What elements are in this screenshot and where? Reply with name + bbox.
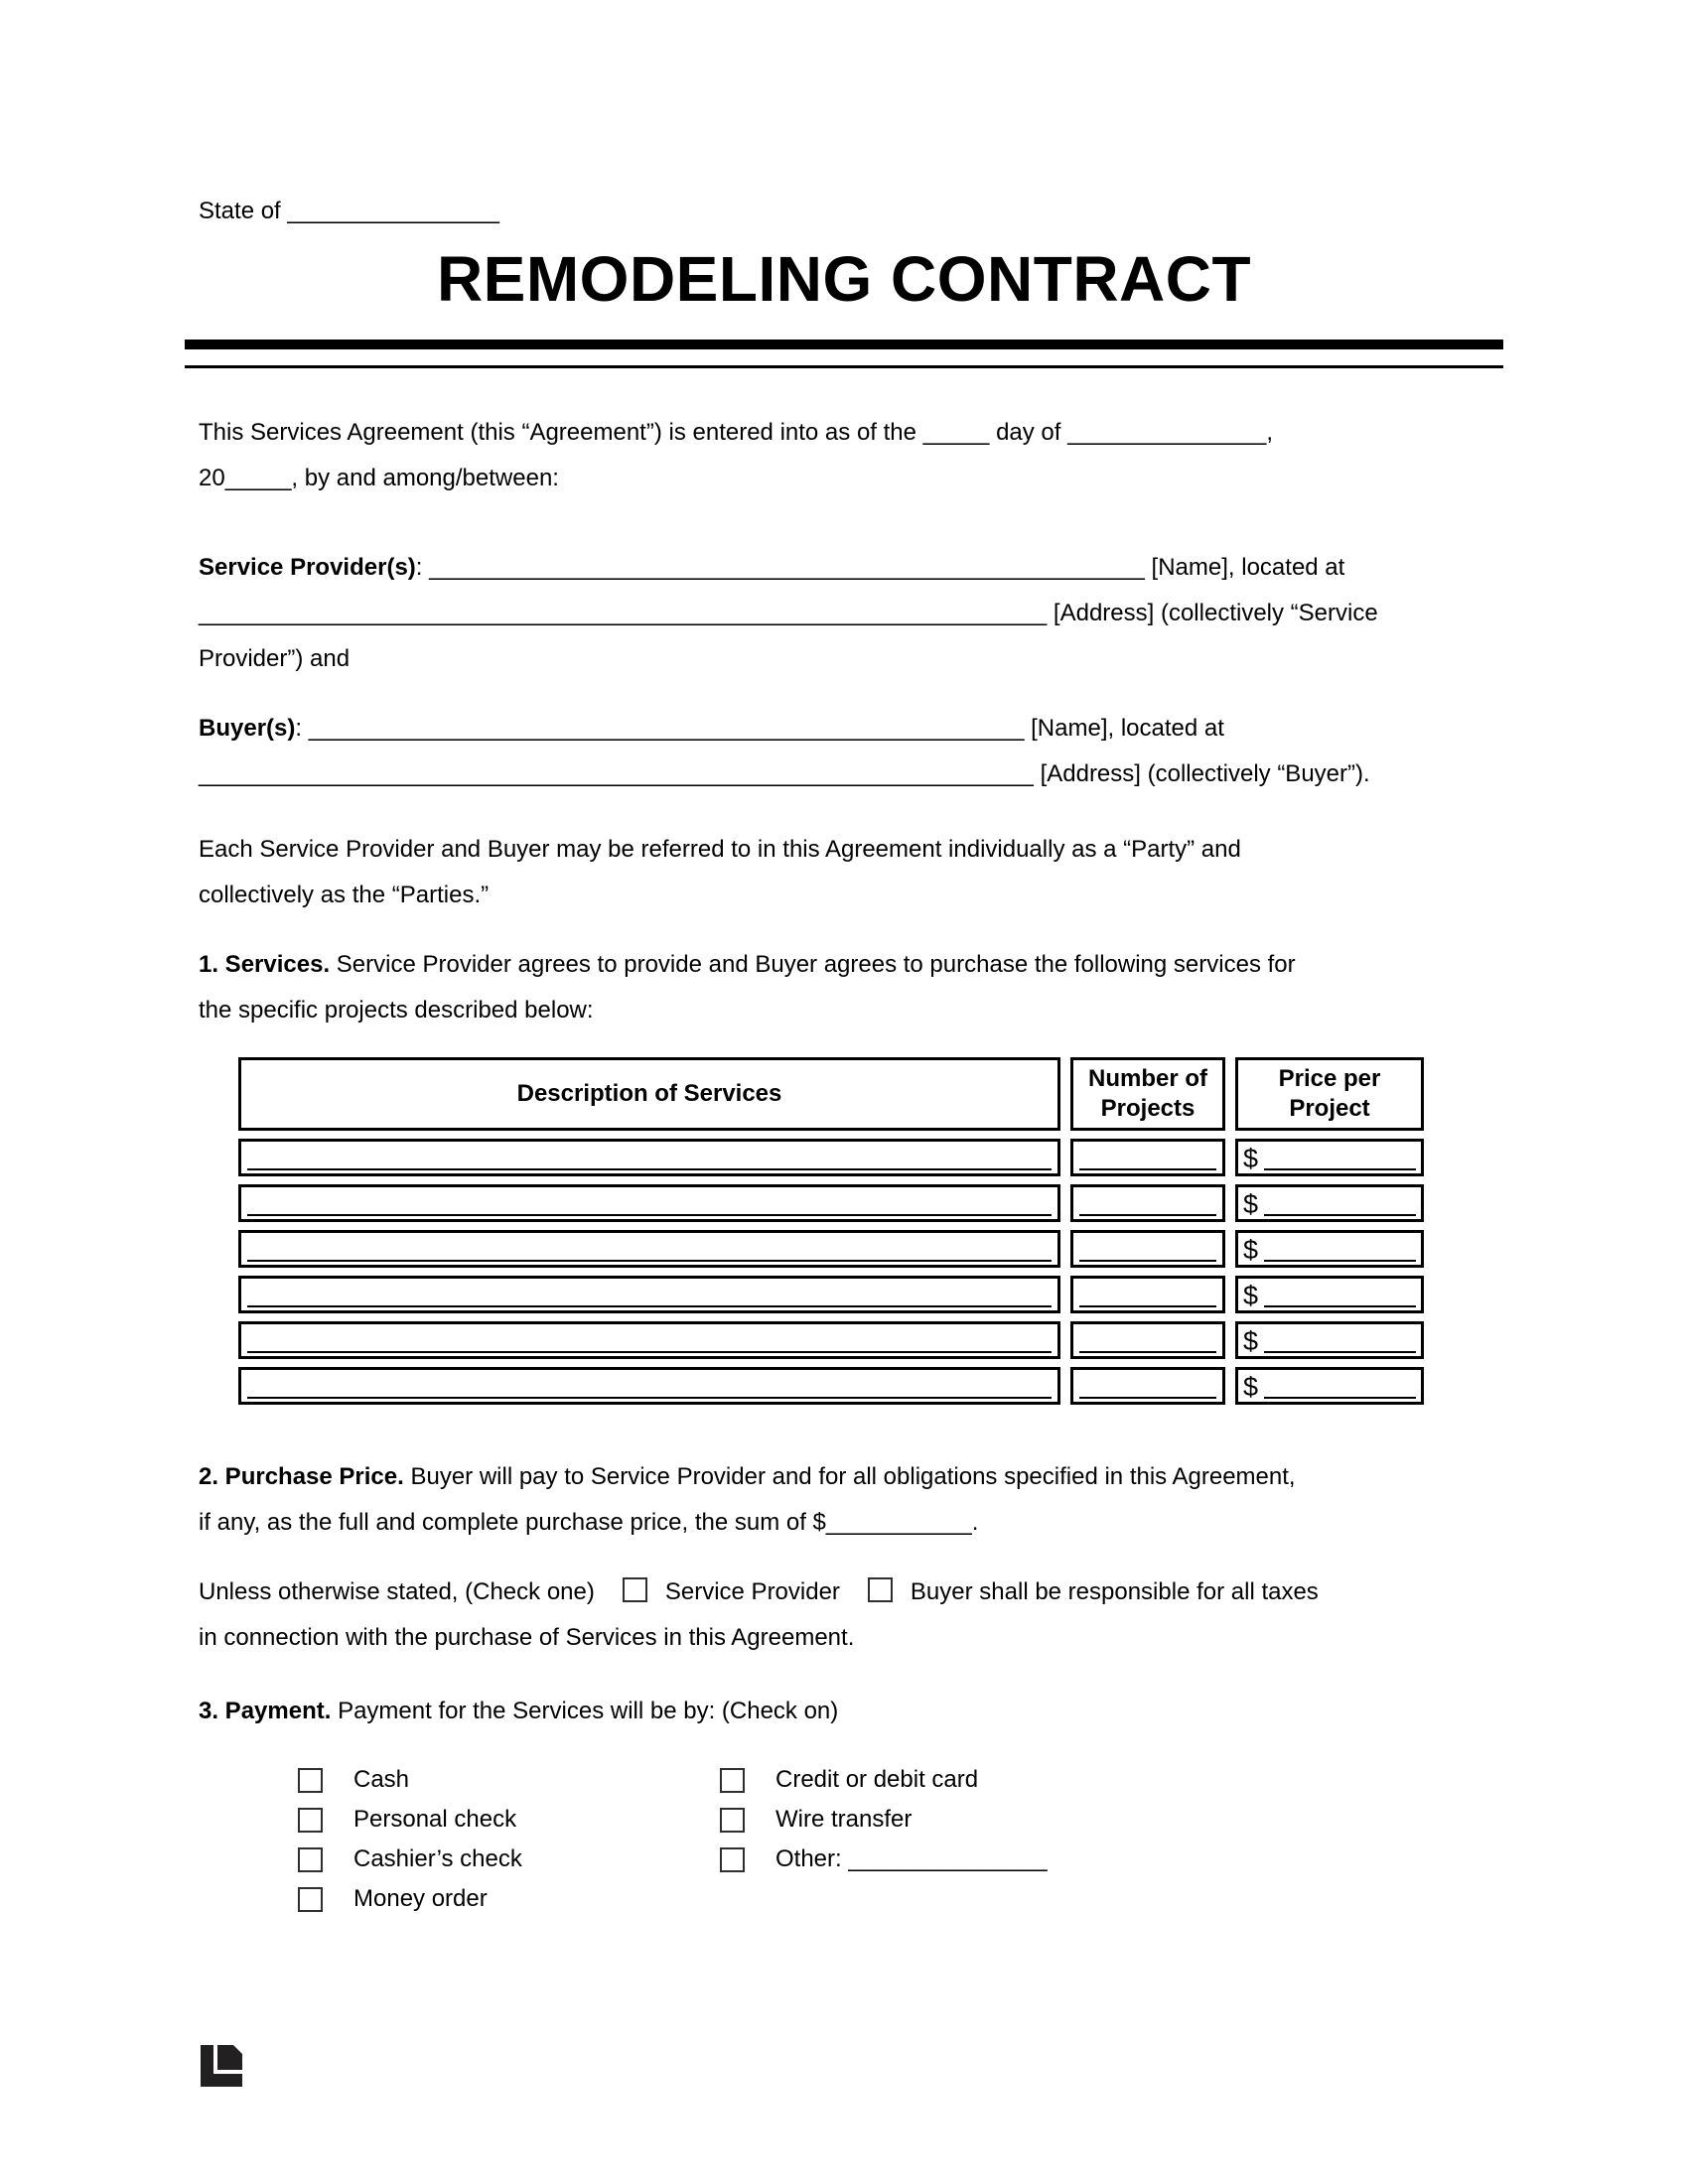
parties-line-2: collectively as the “Parties.” <box>199 882 490 908</box>
description-input-line[interactable] <box>247 1168 1052 1170</box>
tax-line-2: in connection with the purchase of Services in this Agreement. <box>199 1624 855 1651</box>
price-field <box>1235 1321 1424 1359</box>
logo-l-base <box>201 2074 242 2087</box>
dollar-sign: $ <box>1243 1326 1259 1356</box>
price-field <box>1235 1367 1424 1405</box>
description-field <box>238 1184 1060 1222</box>
payment-option <box>298 1879 720 1919</box>
parties-line-1: Each Service Provider and Buyer may be referred to in this Agreement individually as a “Party” and <box>199 836 1241 863</box>
checkbox-wire-transfer[interactable] <box>720 1808 745 1833</box>
payment-option-label: Personal check <box>353 1806 517 1833</box>
price-input-line[interactable] <box>1264 1260 1416 1262</box>
payment-option-label: Credit or debit card <box>775 1766 979 1793</box>
price-input-line[interactable] <box>1264 1397 1416 1399</box>
checkbox-personal-check[interactable] <box>298 1808 323 1833</box>
payment-line-1: 3. Payment. Payment for the Services will be by: (Check on) <box>199 1698 839 1724</box>
purchase-price-heading: 2. Purchase Price. <box>199 1463 404 1490</box>
payment-option-label: Money order <box>353 1885 488 1912</box>
checkbox-money-order[interactable] <box>298 1887 323 1912</box>
price-field <box>1235 1139 1424 1176</box>
table-header-price-per-project: Price per Project <box>1235 1057 1424 1131</box>
payment-option <box>298 1800 720 1840</box>
checkbox-cash[interactable] <box>298 1768 323 1793</box>
description-input-line[interactable] <box>247 1214 1052 1216</box>
services-heading: 1. Services. <box>199 951 331 978</box>
payment-option <box>720 1840 1048 1879</box>
legal-templates-logo <box>201 2045 242 2087</box>
payment-options-left-column <box>298 1760 720 1919</box>
dollar-sign: $ <box>1243 1144 1259 1173</box>
projects-input-line[interactable] <box>1079 1260 1216 1262</box>
description-input-line[interactable] <box>247 1397 1052 1399</box>
description-input-line[interactable] <box>247 1305 1052 1307</box>
description-field <box>238 1276 1060 1313</box>
intro-line-1: This Services Agreement (this “Agreement”) is entered into as of the _____ day of _______________, <box>199 419 1273 446</box>
service-provider-line-2: ________________________________________________________________ [Address] (collectively “Service <box>199 600 1378 626</box>
services-line-1: 1. Services. Service Provider agrees to provide and Buyer agrees to purchase the following services for <box>199 951 1296 978</box>
description-field <box>238 1230 1060 1268</box>
payment-option <box>298 1840 720 1879</box>
description-field <box>238 1139 1060 1176</box>
projects-field <box>1070 1139 1225 1176</box>
description-field <box>238 1321 1060 1359</box>
buyer-checkbox[interactable] <box>868 1577 893 1602</box>
services-table-row <box>238 1184 1424 1222</box>
price-field <box>1235 1276 1424 1313</box>
document-title: REMODELING CONTRACT <box>436 243 1252 315</box>
dollar-sign: $ <box>1243 1372 1259 1402</box>
projects-input-line[interactable] <box>1079 1168 1216 1170</box>
payment-option-label: Cash <box>353 1766 410 1793</box>
table-header-number-of-projects: Number of Projects <box>1070 1057 1225 1131</box>
payment-option <box>720 1800 1048 1840</box>
services-table-row <box>238 1139 1424 1176</box>
price-field <box>1235 1184 1424 1222</box>
dollar-sign: $ <box>1243 1235 1259 1265</box>
tax-line-1: Unless otherwise stated, (Check one) Service Provider Buyer shall be responsible for all taxes <box>199 1578 1319 1605</box>
logo-document-icon <box>217 2045 242 2070</box>
services-table-row <box>238 1230 1424 1268</box>
intro-line-2: 20_____, by and among/between: <box>199 465 559 491</box>
dollar-sign: $ <box>1243 1189 1259 1219</box>
payment-option-label: Other: _______________ <box>775 1845 1048 1872</box>
dollar-sign: $ <box>1243 1281 1259 1310</box>
projects-input-line[interactable] <box>1079 1397 1216 1399</box>
buyer-line-1: Buyer(s): ______________________________________________________ [Name], located at <box>199 715 1224 742</box>
services-table-row <box>238 1321 1424 1359</box>
description-input-line[interactable] <box>247 1351 1052 1353</box>
checkbox-cashiers-check[interactable] <box>298 1847 323 1872</box>
services-table <box>238 1057 1424 1405</box>
projects-input-line[interactable] <box>1079 1351 1216 1353</box>
price-input-line[interactable] <box>1264 1305 1416 1307</box>
services-line-2: the specific projects described below: <box>199 997 594 1024</box>
projects-input-line[interactable] <box>1079 1214 1216 1216</box>
purchase-price-line-2: if any, as the full and complete purchase price, the sum of $___________. <box>199 1509 979 1536</box>
projects-field <box>1070 1321 1225 1359</box>
projects-input-line[interactable] <box>1079 1305 1216 1307</box>
table-header-description: Description of Services <box>238 1057 1060 1131</box>
state-of-line: State of ________________ <box>199 198 499 224</box>
checkbox-other[interactable] <box>720 1847 745 1872</box>
price-input-line[interactable] <box>1264 1351 1416 1353</box>
price-input-line[interactable] <box>1264 1214 1416 1216</box>
price-field <box>1235 1230 1424 1268</box>
price-input-line[interactable] <box>1264 1168 1416 1170</box>
projects-field <box>1070 1184 1225 1222</box>
service-provider-line-1: Service Provider(s): ______________________________________________________ [Name], located at <box>199 554 1345 581</box>
buyer-line-2: _______________________________________________________________ [Address] (collectively “Buyer”). <box>199 760 1370 787</box>
description-field <box>238 1367 1060 1405</box>
payment-heading: 3. Payment. <box>199 1698 332 1724</box>
purchase-price-line-1: 2. Purchase Price. Buyer will pay to Service Provider and for all obligations specified in this Agreement, <box>199 1463 1296 1490</box>
projects-field <box>1070 1230 1225 1268</box>
projects-field <box>1070 1276 1225 1313</box>
services-table-row <box>238 1276 1424 1313</box>
services-table-header <box>238 1057 1424 1131</box>
payment-options <box>298 1760 1489 1919</box>
service-provider-label: Service Provider(s) <box>199 554 416 581</box>
buyer-label: Buyer(s) <box>199 715 296 742</box>
description-input-line[interactable] <box>247 1260 1052 1262</box>
services-table-row <box>238 1367 1424 1405</box>
service-provider-line-3: Provider”) and <box>199 645 351 672</box>
payment-option-label: Cashier’s check <box>353 1845 522 1872</box>
payment-option <box>298 1760 720 1800</box>
payment-options-right-column <box>720 1760 1048 1919</box>
title-divider <box>185 340 1503 368</box>
checkbox-credit-debit-card[interactable] <box>720 1768 745 1793</box>
payment-option <box>720 1760 1048 1800</box>
service-provider-checkbox[interactable] <box>623 1577 647 1602</box>
payment-option-label: Wire transfer <box>775 1806 913 1833</box>
projects-field <box>1070 1367 1225 1405</box>
